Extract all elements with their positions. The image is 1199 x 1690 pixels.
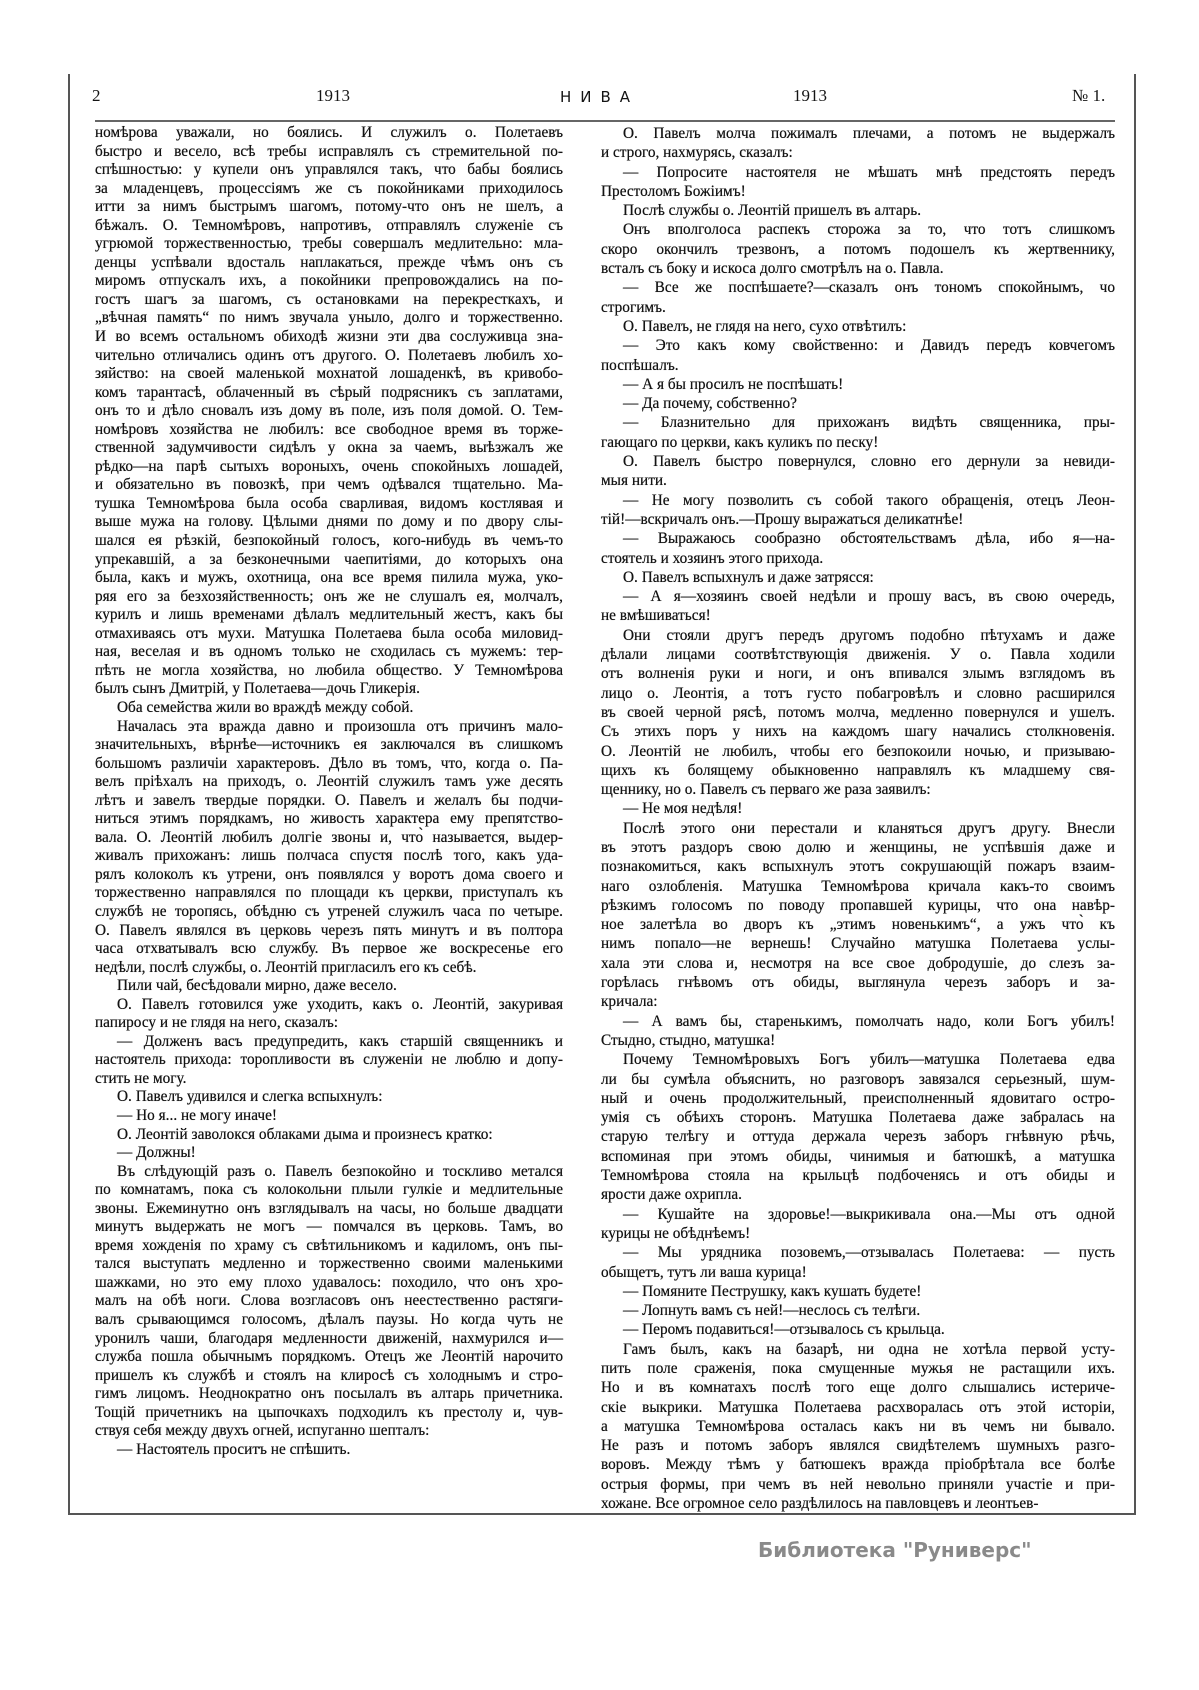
text-line: лицо о. Леонтія, а тотъ густо побагровѣлъ и словно расширился bbox=[601, 684, 1115, 702]
text-line: папиросу и не глядя на него, сказалъ: bbox=[95, 1014, 339, 1032]
text-line: старую телѣгу и оттуда держала черезъ заборъ гнѣвную рѣчь, bbox=[601, 1128, 1115, 1146]
header-year-right: 1913 bbox=[793, 86, 827, 105]
paragraph bbox=[601, 220, 1115, 278]
header-year-left: 1913 bbox=[316, 86, 350, 105]
paragraph bbox=[601, 163, 1115, 202]
paragraph bbox=[601, 1340, 1115, 1514]
text-line: — Мы урядника позовемъ,—отзывалась Полетаева: — пусть bbox=[623, 1244, 1115, 1262]
text-line: О. Павелъ являлся въ церковь черезъ пять минутъ и въ полтора bbox=[95, 921, 563, 939]
text-line: ная, веселая и въ одномъ только не сходилась съ мужемъ: тер- bbox=[95, 643, 563, 661]
paragraph bbox=[95, 718, 563, 978]
text-line: строгимъ. bbox=[601, 298, 666, 316]
text-line: — Не могу позволить съ собой такого обращенія, отецъ Леон- bbox=[623, 491, 1115, 509]
text-column-right bbox=[601, 124, 1115, 1513]
text-line: шался ея рѣзкій, безпокойный голосъ, кого-нибудь въ чемъ-то bbox=[95, 532, 563, 550]
text-line: былъ сынъ Дмитрій, у Полетаева—дочь Гликерія. bbox=[95, 680, 420, 698]
paragraph bbox=[601, 394, 1115, 413]
text-line: — Перомъ подавиться!—отзывалось съ крыльца. bbox=[623, 1321, 945, 1339]
text-line: ное залетѣла во дворъ къ „этимъ новенькимъ“, а ужъ что̀ къ bbox=[601, 916, 1115, 934]
text-line: — Но я... не могу иначе! bbox=[117, 1106, 277, 1124]
text-line: гимъ лицомъ. Неоднократно онъ посылалъ въ алтарь причетника. bbox=[95, 1385, 563, 1403]
paragraph bbox=[601, 278, 1115, 317]
text-line: — А вамъ бы, старенькимъ, помолчать надо, коли Богъ убилъ! bbox=[623, 1012, 1115, 1030]
text-line: угрюмой торжественностью, требы совершалъ медлительно: мла- bbox=[95, 235, 563, 253]
paragraph bbox=[601, 317, 1115, 336]
text-line: Но и въ комнатахъ послѣ того еще долго слышались истериче- bbox=[601, 1379, 1115, 1397]
text-line: — Не моя недѣля! bbox=[623, 800, 743, 818]
text-line: пить поле сраженія, пока смущенные мужья не растащили ихъ. bbox=[601, 1360, 1115, 1377]
page-number: 2 bbox=[92, 86, 101, 105]
text-line: лѣтъ и завелъ твердые порядки. О. Павелъ и желалъ бы подчи- bbox=[95, 791, 563, 809]
text-line: службѣ не торопясь, обѣдню съ утреней служилъ часа по четыре. bbox=[95, 902, 563, 920]
journal-title: НИВА bbox=[560, 88, 640, 106]
paragraph bbox=[601, 568, 1115, 587]
text-line: номѣрова уважали, но боялись. И служилъ о. Полетаевъ bbox=[95, 124, 563, 141]
text-line: звоны. Ежеминутно онъ взглядывалъ на часы, но больше двадцати bbox=[95, 1199, 563, 1217]
text-line: рѣдко—на парѣ сытыхъ вороныхъ, очень спокойныхъ лошадей, bbox=[95, 457, 563, 475]
paragraph bbox=[601, 1012, 1115, 1051]
text-line: малъ на обѣ ноги. Слова возгласовъ онъ неестественно растяги- bbox=[95, 1292, 563, 1310]
text-line: торжественно направлялся по площади къ церкви, приступалъ къ bbox=[95, 884, 563, 902]
text-line: ярости даже охрипла. bbox=[601, 1186, 742, 1204]
text-line: — Да почему, собственно? bbox=[623, 395, 797, 413]
text-line: умія съ обѣихъ сторонъ. Матушка Полетаева даже забралась на bbox=[601, 1109, 1115, 1127]
text-line: и обязательно въ повозкѣ, при чемъ одѣвался тщательно. Ма- bbox=[95, 476, 563, 494]
text-line: служба пошла обычнымъ порядкомъ. Отецъ же Леонтій нарочито bbox=[95, 1348, 563, 1366]
text-line: Съ этихъ поръ у нихъ на каждомъ шагу начались столкновенія. bbox=[601, 723, 1115, 741]
text-line: велъ пріѣхалъ на приходъ, о. Леонтій служилъ тамъ уже десять bbox=[95, 773, 563, 791]
paragraph bbox=[95, 1126, 563, 1145]
text-line: курицы не обѣднѣемъ! bbox=[601, 1224, 751, 1242]
text-line: за младенцевъ, процессіямъ же съ покойниками приходилось bbox=[95, 179, 563, 197]
text-line: по комнатамъ, пока съ колокольни плыли гулкіе и медлительные bbox=[95, 1181, 563, 1199]
text-line: рялъ колоколъ къ утрени, онъ появлялся у воротъ дома своего и bbox=[95, 865, 563, 883]
text-line: — Должны! bbox=[117, 1144, 196, 1162]
paragraph bbox=[601, 375, 1115, 394]
text-line: и строго, нахмурясь, сказалъ: bbox=[601, 144, 793, 162]
text-line: пѣть не могла хозяйства, но любила общество. У Темномѣрова bbox=[95, 661, 563, 679]
text-line: щихъ къ болящему обыкновенно направлялъ къ младшему свя- bbox=[601, 761, 1115, 779]
text-line: Они стояли другъ передъ другомъ подобно пѣтухамъ и даже bbox=[623, 626, 1115, 644]
paragraph bbox=[601, 587, 1115, 626]
text-line: — Лопнуть вамъ съ ней!—неслось съ телѣги. bbox=[623, 1302, 921, 1320]
text-line: валъ срывающимся голосомъ, дѣлалъ паузы. Но когда чуть не bbox=[95, 1311, 563, 1328]
text-line: быстро и весело, всѣ требы исправлялъ съ стремительной по- bbox=[95, 142, 563, 160]
header-rule bbox=[95, 120, 1115, 122]
text-line: номѣровъ хозяйства не любилъ: все свободное время въ торже- bbox=[95, 420, 563, 438]
paragraph bbox=[95, 699, 563, 718]
text-line: — Настоятель проситъ не спѣшить. bbox=[117, 1440, 351, 1458]
text-line: живалъ прихожанъ: лишь полчаса спустя послѣ того, какъ уда- bbox=[95, 847, 563, 865]
paragraph bbox=[601, 1243, 1115, 1282]
paragraph bbox=[95, 1441, 563, 1460]
text-line: О. Павелъ быстро повернулся, словно его дернули за невиди- bbox=[623, 453, 1115, 471]
paragraph bbox=[601, 1050, 1115, 1204]
paragraph bbox=[601, 201, 1115, 220]
text-line: — Помяните Пеструшку, какъ кушать будете! bbox=[623, 1282, 922, 1300]
text-line: — А я бы просилъ не поспѣшать! bbox=[623, 375, 844, 393]
text-line: въ своей черной рясѣ, потомъ молча, медленно повернулся и ушелъ. bbox=[601, 703, 1115, 721]
text-line: Въ слѣдующій разъ о. Павелъ безпокойно и тоскливо метался bbox=[117, 1162, 563, 1180]
paragraph bbox=[601, 1282, 1115, 1301]
text-line: гающаго по церкви, какъ куликъ по песку! bbox=[601, 433, 879, 451]
text-line: настоятель прихода: торопливости въ служеніи не люблю и допу- bbox=[95, 1051, 563, 1069]
text-line: хожане. Все огромное село раздѣлилось на павловцевъ и леонтьев- bbox=[601, 1495, 1039, 1513]
text-line: въ этотъ раздоръ свою долю и женщины, не успѣвшія даже и bbox=[601, 838, 1115, 856]
text-line: комъ тарантасѣ, облаченный въ сѣрый подрясникъ съ заплатами, bbox=[95, 383, 563, 401]
text-line: рѣзкимъ голосомъ по поводу пропавшей курицы, что она навѣр- bbox=[601, 896, 1115, 914]
text-line: бѣжалъ. О. Темномѣровъ, напротивъ, отправлялъ служеніе съ bbox=[95, 216, 563, 234]
text-line: вспоминая при этомъ обиды, чинимыя и батюшкѣ, а матушка bbox=[601, 1147, 1115, 1165]
text-line: — Это какъ кому свойственно: и Давидъ передъ ковчегомъ bbox=[623, 337, 1115, 355]
text-line: поспѣшалъ. bbox=[601, 356, 679, 374]
text-line: часа отхватывалъ всю службу. Въ первое же воскресенье его bbox=[95, 940, 563, 958]
issue-number: № 1. bbox=[1072, 86, 1106, 105]
text-line: уронилъ чаши, благодаря медленности движеній, нахмурился и— bbox=[95, 1329, 563, 1347]
text-line: О. Павелъ, не глядя на него, сухо отвѣтилъ: bbox=[623, 317, 907, 335]
library-watermark: Библиотека "Руниверс" bbox=[758, 1538, 1032, 1562]
text-line: Гамъ былъ, какъ на базарѣ, ни одна не хотѣла первой усту- bbox=[623, 1340, 1115, 1358]
text-line: зяйство: на своей маленькой мохнатой лошаденкѣ, въ кривобо- bbox=[95, 365, 563, 383]
text-line: „вѣчная память“ по нимъ звучала уныло, долго и торжественно. bbox=[95, 309, 563, 327]
text-line: отъ волненія руки и ноги, и онъ впивался злымъ взглядомъ въ bbox=[601, 665, 1115, 683]
paragraph bbox=[601, 1320, 1115, 1339]
text-line: стить не могу. bbox=[95, 1069, 187, 1087]
text-line: скіе выкрики. Матушка Полетаева расхворалась отъ этой исторіи, bbox=[601, 1398, 1115, 1416]
paragraph bbox=[95, 996, 563, 1033]
text-line: — Кушайте на здоровье!—выкрикивала она.—Мы отъ одной bbox=[623, 1205, 1115, 1223]
text-line: Тощій причетникъ на цыпочкахъ подходилъ къ престолу и, чув- bbox=[95, 1403, 563, 1421]
text-line: О. Павелъ вспыхнулъ и даже затрясся: bbox=[623, 568, 874, 586]
text-line: ряя его за безхозяйственность; онъ же не слушалъ ея, молчалъ, bbox=[95, 587, 563, 605]
paragraph bbox=[95, 1107, 563, 1126]
text-line: обыщетъ, тутъ ли ваша курица! bbox=[601, 1263, 807, 1281]
text-line: Послѣ этого они перестали и кланяться другъ другу. Внесли bbox=[623, 819, 1115, 837]
text-line: Стыдно, стыдно, матушка! bbox=[601, 1031, 776, 1049]
text-line: значительныхъ, вѣрнѣе—источникъ ея заключался въ слишкомъ bbox=[95, 736, 563, 754]
text-line: курилъ и лишь временами дѣлалъ медлительный жестъ, какъ бы bbox=[95, 606, 563, 624]
text-line: познакомиться, какъ вспыхнулъ этотъ сокрушающій пожаръ взаим- bbox=[601, 858, 1115, 876]
paragraph bbox=[601, 124, 1115, 163]
text-line: ниться этимъ порядкамъ, но живость характера ему препятство- bbox=[95, 810, 563, 828]
text-line: была, какъ и мужъ, охотница, она все время пилила мужа, уко- bbox=[95, 569, 563, 587]
text-line: упрекавшій, а за безконечными чаепитіями, до которыхъ она bbox=[95, 550, 563, 568]
text-line: недѣли, послѣ службы, о. Леонтій пригласилъ его къ себѣ. bbox=[95, 958, 477, 976]
text-line: Оба семейства жили во враждѣ между собой. bbox=[117, 698, 414, 716]
paragraph bbox=[601, 799, 1115, 818]
paragraph bbox=[601, 529, 1115, 568]
text-line: — Долженъ васъ предупредить, какъ старшій священникъ и bbox=[117, 1032, 563, 1050]
text-line: Послѣ службы о. Леонтій пришелъ въ алтарь. bbox=[623, 202, 922, 220]
text-line: всталъ съ боку и искоса долго смотрѣлъ на о. Павла. bbox=[601, 260, 944, 278]
paragraph bbox=[95, 1144, 563, 1163]
text-line: дѣлали лицами соотвѣтствующія движенія. У о. Павла ходили bbox=[601, 646, 1115, 664]
text-line: — Выражаюсь сообразно обстоятельствамъ дѣла, ибо я—на- bbox=[623, 530, 1115, 548]
text-line: — Попросите настоятеля не мѣшать мнѣ предстоять передъ bbox=[623, 163, 1115, 181]
text-line: тался выступать медленно и торжественно своими маленькими bbox=[95, 1255, 563, 1273]
text-line: тушка Темномѣрова была особа сварливая, видомъ костлявая и bbox=[95, 494, 563, 512]
text-line: щеннику, но о. Павелъ съ перваго же раза заявилъ: bbox=[601, 781, 931, 799]
text-line: время хожденія по храму съ свѣтильникомъ и кадиломъ, онъ пы- bbox=[95, 1236, 563, 1254]
text-line: Почему Темномѣровыхъ Богъ убилъ—матушка Полетаева едва bbox=[623, 1051, 1115, 1069]
text-line: острыя формы, при чемъ въ ней невольно приняли участіе и при- bbox=[601, 1475, 1115, 1493]
text-line: — Блазнительно для прихожанъ видѣть священника, пры- bbox=[623, 414, 1115, 432]
text-line: ственной задумчивости сидѣлъ у окна за чаемъ, выѣзжалъ же bbox=[95, 439, 563, 457]
text-line: О. Леонтій не любилъ, чтобы его безпокоили ночью, и призываю- bbox=[601, 742, 1115, 760]
text-line: выше мужа на голову. Цѣлыми днями по дому и по двору слы- bbox=[95, 513, 563, 531]
text-line: не вмѣшиваться! bbox=[601, 607, 711, 625]
text-line: Онъ вполголоса распекъ сторожа за то, что тотъ слишкомъ bbox=[623, 221, 1115, 239]
text-line: вала. О. Леонтій любилъ долгіе звоны и, что̀ называется, выдер- bbox=[95, 828, 563, 846]
text-line: горѣлась гнѣвомъ отъ обиды, выглянула черезъ заборъ и за- bbox=[601, 974, 1115, 992]
text-line: большомъ различіи характеровъ. Дѣло въ томъ, что, когда о. Па- bbox=[95, 754, 563, 772]
text-line: минутъ выдержать не могъ — помчался въ церковь. Тамъ, во bbox=[95, 1218, 563, 1236]
paragraph bbox=[601, 1301, 1115, 1320]
paragraph bbox=[601, 452, 1115, 491]
text-line: О. Павелъ молча пожималъ плечами, а потомъ не выдержалъ bbox=[623, 125, 1115, 142]
text-line: отмахиваясь отъ мухи. Матушка Полетаева была особа миловид- bbox=[95, 624, 563, 642]
text-line: И во всемъ остальномъ обиходѣ жизни эти два сослуживца зна- bbox=[95, 328, 563, 346]
paragraph bbox=[601, 819, 1115, 1012]
paragraph bbox=[601, 1205, 1115, 1244]
paragraph bbox=[601, 491, 1115, 530]
text-line: нимъ попало—не вернешь! Случайно матушка Полетаева услы- bbox=[601, 935, 1115, 953]
text-line: тій!—вскричалъ онъ.—Прошу выражаться деликатнѣе! bbox=[601, 510, 964, 528]
text-line: ный и очень продолжительный, преисполненный ядовитаго остро- bbox=[601, 1089, 1115, 1107]
text-line: хала эти слова и, несмотря на все свое добродушіе, до слезъ за- bbox=[601, 954, 1115, 972]
text-line: итти за нимъ быстрымъ шагомъ, потому-что онъ не шелъ, а bbox=[95, 198, 563, 216]
paragraph bbox=[601, 626, 1115, 800]
text-line: О. Леонтій заволокся облаками дыма и произнесъ кратко: bbox=[117, 1125, 493, 1143]
paragraph bbox=[95, 124, 563, 699]
text-line: стоятель и хозяинъ этого прихода. bbox=[601, 549, 824, 567]
text-line: Началась эта вражда давно и произошла отъ причинъ мало- bbox=[117, 717, 563, 735]
text-line: наго озлобленія. Матушка Темномѣрова кричала какъ-то своимъ bbox=[601, 877, 1115, 895]
paragraph bbox=[601, 413, 1115, 452]
paragraph bbox=[95, 1088, 563, 1107]
text-line: денцы успѣвали вдосталь наплакаться, прежде чѣмъ онъ съ bbox=[95, 253, 563, 271]
paragraph bbox=[601, 336, 1115, 375]
text-line: Престоломъ Божіимъ! bbox=[601, 182, 746, 200]
paragraph bbox=[95, 977, 563, 996]
text-line: Пили чай, бесѣдовали мирно, даже весело. bbox=[117, 977, 397, 995]
text-line: Не разъ и потомъ заборъ являлся свидѣтелемъ шумныхъ разго- bbox=[601, 1437, 1115, 1455]
text-line: — А я—хозяинъ своей недѣли и прошу васъ, въ свою очередь, bbox=[623, 588, 1115, 606]
text-line: — Все же поспѣшаете?—сказалъ онъ тономъ спокойнымъ, чо bbox=[623, 279, 1115, 297]
text-line: шажками, но это ему плохо удавалось: походило, что онъ хро- bbox=[95, 1273, 563, 1291]
text-line: кричала: bbox=[601, 993, 658, 1011]
text-line: О. Павелъ удивился и слегка вспыхнулъ: bbox=[117, 1088, 383, 1106]
text-line: спѣшностью: у купели онъ управлялся такъ, что бабы боялись bbox=[95, 161, 563, 179]
text-line: а матушка Темномѣрова осталась какъ ни въ чемъ ни бывало. bbox=[601, 1417, 1115, 1435]
text-line: Темномѣрова стояла на крыльцѣ подбоченясь и отъ обиды и bbox=[601, 1167, 1115, 1185]
text-line: миромъ отпускалъ ихъ, а покойники препровождались на по- bbox=[95, 272, 563, 290]
text-line: гостъ шагъ за шагомъ, съ остановками на перекресткахъ, и bbox=[95, 290, 563, 308]
text-line: онъ то и дѣло сновалъ изъ дому въ поле, изъ поля домой. О. Тем- bbox=[95, 402, 563, 420]
text-line: ли бы сумѣла объяснить, но разговоръ завязался серьезный, шум- bbox=[601, 1070, 1115, 1088]
paragraph bbox=[95, 1033, 563, 1089]
text-line: мыя нити. bbox=[601, 472, 667, 490]
text-line: чительно отличались одинъ отъ другого. О. Полетаевъ любилъ хо- bbox=[95, 346, 563, 364]
text-line: О. Павелъ готовился уже уходить, какъ о. Леонтій, закуривая bbox=[117, 995, 563, 1013]
text-line: воровъ. Между тѣмъ у батюшекъ вражда пріобрѣтала все болѣе bbox=[601, 1456, 1115, 1474]
text-column-left bbox=[95, 124, 563, 1459]
text-line: скоро окончилъ трезвонъ, а потомъ подошелъ къ жертвеннику, bbox=[601, 240, 1115, 258]
paragraph bbox=[95, 1163, 563, 1441]
text-line: пришелъ къ службѣ и стоялъ на клиросѣ съ холоднымъ и стро- bbox=[95, 1366, 563, 1384]
text-line: ствуя себя между двухъ огней, испуганно шепталъ: bbox=[95, 1422, 430, 1440]
